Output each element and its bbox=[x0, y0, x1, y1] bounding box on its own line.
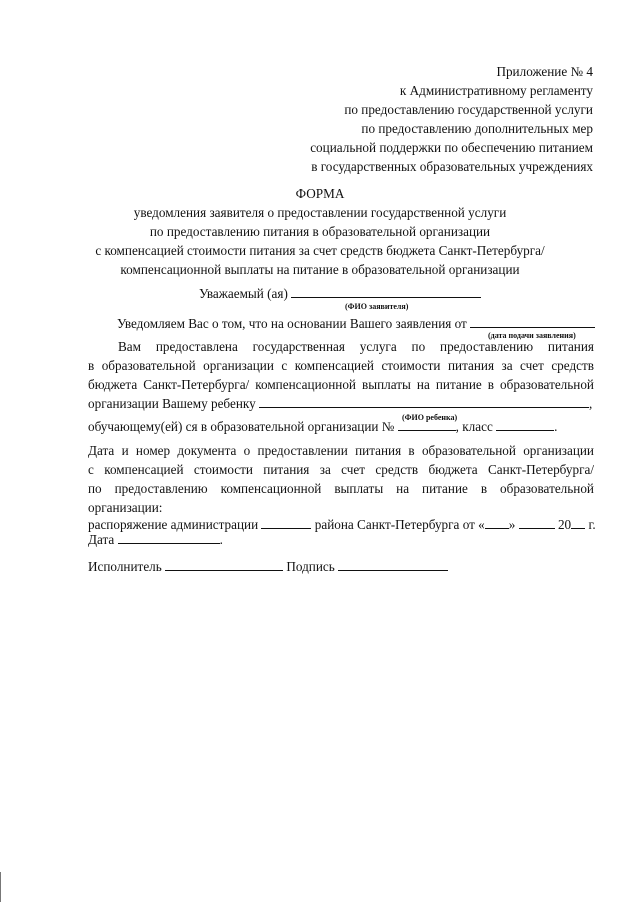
child-name-field[interactable] bbox=[259, 394, 589, 408]
order-year-field[interactable] bbox=[571, 515, 585, 529]
notify-text: Уведомляем Вас о том, что на основании Вашего заявления от bbox=[117, 316, 467, 331]
paragraph-line: с компенсацией стоимости питания за счет средств бюджета Санкт-Петербурга/ bbox=[88, 462, 594, 477]
paragraph-line: в образовательной организации с компенсацией стоимости питания за счет средств bbox=[88, 358, 594, 373]
signature-field[interactable] bbox=[338, 557, 448, 571]
child-label: организации Вашему ребенку bbox=[88, 396, 256, 411]
form-subtitle-line: с компенсацией стоимости питания за счет средств бюджета Санкт-Петербурга/ bbox=[95, 243, 545, 258]
executor-line bbox=[88, 557, 448, 576]
application-date-field[interactable] bbox=[470, 314, 595, 328]
header-line: в государственных образовательных учреждениях bbox=[311, 159, 593, 174]
form-title: ФОРМА bbox=[295, 186, 345, 201]
header-line: к Административному регламенту bbox=[399, 83, 593, 98]
order-day-field[interactable] bbox=[485, 515, 509, 529]
applicant-name-hint: (ФИО заявителя) bbox=[345, 302, 409, 311]
executor-field[interactable] bbox=[165, 557, 283, 571]
class-label: , класс bbox=[455, 419, 493, 434]
school-number-field[interactable] bbox=[398, 417, 456, 431]
header-line: по предоставлению государственной услуги bbox=[344, 102, 593, 117]
greeting-label: Уважаемый (ая) bbox=[199, 286, 288, 301]
school-line: обучающему(ей) ся в образовательной организации № , класс . bbox=[88, 419, 558, 434]
order-district-text: района Санкт-Петербурга от « bbox=[314, 517, 485, 532]
applicant-name-field[interactable] bbox=[291, 284, 481, 298]
order-label: распоряжение администрации bbox=[88, 517, 259, 532]
paragraph-line: Дата и номер документа о предоставлении питания в образовательной организации bbox=[88, 443, 594, 458]
header-line: по предоставлению дополнительных мер bbox=[361, 121, 593, 136]
year-suffix: г. bbox=[588, 517, 596, 532]
greeting-line bbox=[199, 284, 481, 303]
district-field[interactable] bbox=[261, 515, 311, 529]
school-label: обучающему(ей) ся в образовательной организации № bbox=[88, 419, 395, 434]
form-subtitle-line: по предоставлению питания в образовательной организации bbox=[149, 224, 491, 239]
header-line: социальной поддержки по обеспечению питанием bbox=[310, 140, 593, 155]
appendix-number: Приложение № 4 bbox=[496, 64, 593, 79]
class-field[interactable] bbox=[496, 417, 554, 431]
date-label: Дата bbox=[88, 532, 115, 547]
form-subtitle-line: компенсационной выплаты на питание в образовательной организации bbox=[120, 262, 520, 277]
date-line: Дата . bbox=[88, 532, 223, 547]
paragraph-line: организации: bbox=[88, 500, 163, 515]
application-date-hint: (дата подачи заявления) bbox=[488, 331, 576, 340]
executor-label: Исполнитель bbox=[88, 559, 162, 574]
date-field[interactable] bbox=[118, 530, 220, 544]
order-line: распоряжение администрации района Санкт-Петербурга от « » 20 г. bbox=[88, 517, 596, 532]
paragraph-line: бюджета Санкт-Петербурга/ компенсационной выплаты на питание в образовательной bbox=[88, 377, 594, 392]
signature-label: Подпись bbox=[286, 559, 335, 574]
scan-edge-mark bbox=[0, 872, 1, 902]
form-subtitle-line: уведомления заявителя о предоставлении государственной услуги bbox=[133, 205, 507, 220]
year-prefix: 20 bbox=[557, 517, 572, 532]
paragraph-line: по предоставлению компенсационной выплаты на питание в образовательной bbox=[88, 481, 594, 496]
child-name-line: организации Вашему ребенку , bbox=[88, 396, 593, 411]
child-name-hint: (ФИО ребенка) bbox=[402, 413, 458, 422]
paragraph-line: Вам предоставлена государственная услуга по предоставлению питания bbox=[118, 339, 594, 354]
order-month-field[interactable] bbox=[519, 515, 555, 529]
